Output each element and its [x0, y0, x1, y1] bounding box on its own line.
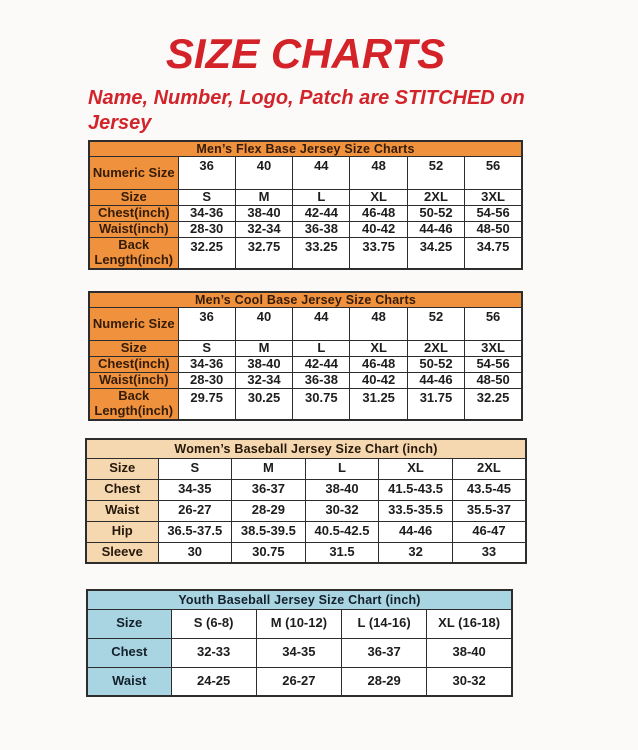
size-cell: 2XL [452, 458, 526, 479]
row-label: Hip [86, 521, 158, 542]
size-cell: 36-38 [293, 373, 350, 389]
row-label: Waist [87, 667, 171, 696]
row-label: Size [87, 609, 171, 638]
size-cell: 44-46 [407, 222, 464, 238]
size-cell: 38-40 [235, 206, 292, 222]
size-cell: 30.75 [293, 389, 350, 420]
size-cell: 36-37 [232, 479, 306, 500]
size-cell: 40 [235, 157, 292, 190]
size-cell: 28-30 [178, 222, 235, 238]
size-cell: M [232, 458, 306, 479]
size-cell: 44-46 [379, 521, 453, 542]
size-cell: 44 [293, 157, 350, 190]
size-cell: 40.5-42.5 [305, 521, 379, 542]
size-cell: 34.75 [465, 238, 522, 269]
size-cell: 32 [379, 542, 453, 563]
size-cell: 32-34 [235, 222, 292, 238]
size-cell: S [158, 458, 232, 479]
youth-baseball-table [86, 589, 513, 697]
page-title: SIZE CHARTS [165, 30, 446, 77]
size-cell: 42-44 [293, 357, 350, 373]
size-cell: 30-32 [305, 500, 379, 521]
row-label: Waist [86, 500, 158, 521]
size-cell: 32.25 [465, 389, 522, 420]
size-cell: 32-33 [171, 638, 256, 667]
size-cell: 31.5 [305, 542, 379, 563]
size-cell: XL (16-18) [427, 609, 512, 638]
size-cell: 40-42 [350, 373, 407, 389]
size-cell: 52 [407, 157, 464, 190]
size-cell: 52 [407, 308, 464, 341]
size-cell: 30.25 [235, 389, 292, 420]
size-cell: 31.75 [407, 389, 464, 420]
size-cell: M [235, 190, 292, 206]
size-cell: 34-36 [178, 206, 235, 222]
size-cell: 56 [465, 308, 522, 341]
size-cell: 38-40 [305, 479, 379, 500]
size-cell: 44 [293, 308, 350, 341]
size-cell: 46-47 [452, 521, 526, 542]
size-cell: S [178, 341, 235, 357]
row-label: Back Length(inch) [89, 238, 178, 269]
size-cell: 36.5-37.5 [158, 521, 232, 542]
size-cell: 34-35 [256, 638, 341, 667]
size-cell: XL [379, 458, 453, 479]
row-label: Size [89, 341, 178, 357]
size-cell: 33.75 [350, 238, 407, 269]
womens-baseball-table [85, 438, 527, 564]
row-label: Chest(inch) [89, 206, 178, 222]
size-cell: L [305, 458, 379, 479]
size-cell: 34-35 [158, 479, 232, 500]
row-label: Back Length(inch) [89, 389, 178, 420]
size-cell: 46-48 [350, 357, 407, 373]
size-cell: 50-52 [407, 357, 464, 373]
row-label: Chest [86, 479, 158, 500]
table-title: Youth Baseball Jersey Size Chart (inch) [87, 590, 512, 609]
size-cell: 40-42 [350, 222, 407, 238]
size-cell: 32-34 [235, 373, 292, 389]
row-label: Numeric Size [89, 157, 178, 190]
size-cell: 34.25 [407, 238, 464, 269]
size-cell: 28-29 [342, 667, 427, 696]
size-cell: 28-29 [232, 500, 306, 521]
size-cell: M (10-12) [256, 609, 341, 638]
size-cell: L [293, 341, 350, 357]
size-cell: 34-36 [178, 357, 235, 373]
size-cell: XL [350, 341, 407, 357]
row-label: Chest(inch) [89, 357, 178, 373]
size-cell: 36 [178, 308, 235, 341]
size-cell: 48 [350, 308, 407, 341]
size-cell: 26-27 [158, 500, 232, 521]
size-cell: 33.25 [293, 238, 350, 269]
page-subtitle: Name, Number, Logo, Patch are STITCHED on Jersey [88, 87, 525, 135]
size-cell: 3XL [465, 341, 522, 357]
size-cell: M [235, 341, 292, 357]
size-cell: XL [350, 190, 407, 206]
size-cell: 40 [235, 308, 292, 341]
size-cell: 32.25 [178, 238, 235, 269]
row-label: Chest [87, 638, 171, 667]
size-table-mens-cool-base [88, 291, 523, 421]
size-cell: 48 [350, 157, 407, 190]
size-cell: 36 [178, 157, 235, 190]
size-cell: 26-27 [256, 667, 341, 696]
size-cell: 41.5-43.5 [379, 479, 453, 500]
size-cell: 24-25 [171, 667, 256, 696]
table-title: Men’s Cool Base Jersey Size Charts [89, 292, 522, 308]
size-cell: 38.5-39.5 [232, 521, 306, 542]
size-cell: 38-40 [427, 638, 512, 667]
mens-flex-base-table [88, 140, 523, 270]
size-table-youth-baseball [86, 589, 513, 697]
row-label: Size [86, 458, 158, 479]
table-title: Men’s Flex Base Jersey Size Charts [89, 141, 522, 157]
size-cell: 54-56 [465, 206, 522, 222]
table-title: Women’s Baseball Jersey Size Chart (inch) [86, 439, 526, 458]
mens-cool-base-table [88, 291, 523, 421]
size-cell: 56 [465, 157, 522, 190]
size-cell: 33.5-35.5 [379, 500, 453, 521]
size-cell: 48-50 [465, 222, 522, 238]
size-cell: 33 [452, 542, 526, 563]
size-cell: 36-37 [342, 638, 427, 667]
size-cell: 38-40 [235, 357, 292, 373]
size-cell: 30.75 [232, 542, 306, 563]
row-label: Waist(inch) [89, 373, 178, 389]
size-cell: 54-56 [465, 357, 522, 373]
size-cell: 44-46 [407, 373, 464, 389]
size-table-mens-flex-base [88, 140, 523, 270]
size-cell: 3XL [465, 190, 522, 206]
size-cell: 35.5-37 [452, 500, 526, 521]
size-cell: 36-38 [293, 222, 350, 238]
size-cell: 2XL [407, 341, 464, 357]
row-label: Size [89, 190, 178, 206]
row-label: Numeric Size [89, 308, 178, 341]
size-cell: 43.5-45 [452, 479, 526, 500]
size-cell: S [178, 190, 235, 206]
size-cell: 42-44 [293, 206, 350, 222]
size-cell: 31.25 [350, 389, 407, 420]
size-cell: 29.75 [178, 389, 235, 420]
size-cell: 32.75 [235, 238, 292, 269]
size-cell: 46-48 [350, 206, 407, 222]
size-cell: S (6-8) [171, 609, 256, 638]
row-label: Waist(inch) [89, 222, 178, 238]
size-cell: 48-50 [465, 373, 522, 389]
size-cell: 28-30 [178, 373, 235, 389]
size-cell: 30 [158, 542, 232, 563]
size-cell: 50-52 [407, 206, 464, 222]
size-cell: L [293, 190, 350, 206]
row-label: Sleeve [86, 542, 158, 563]
size-cell: 2XL [407, 190, 464, 206]
size-table-womens-baseball [85, 438, 527, 564]
size-cell: L (14-16) [342, 609, 427, 638]
size-cell: 30-32 [427, 667, 512, 696]
